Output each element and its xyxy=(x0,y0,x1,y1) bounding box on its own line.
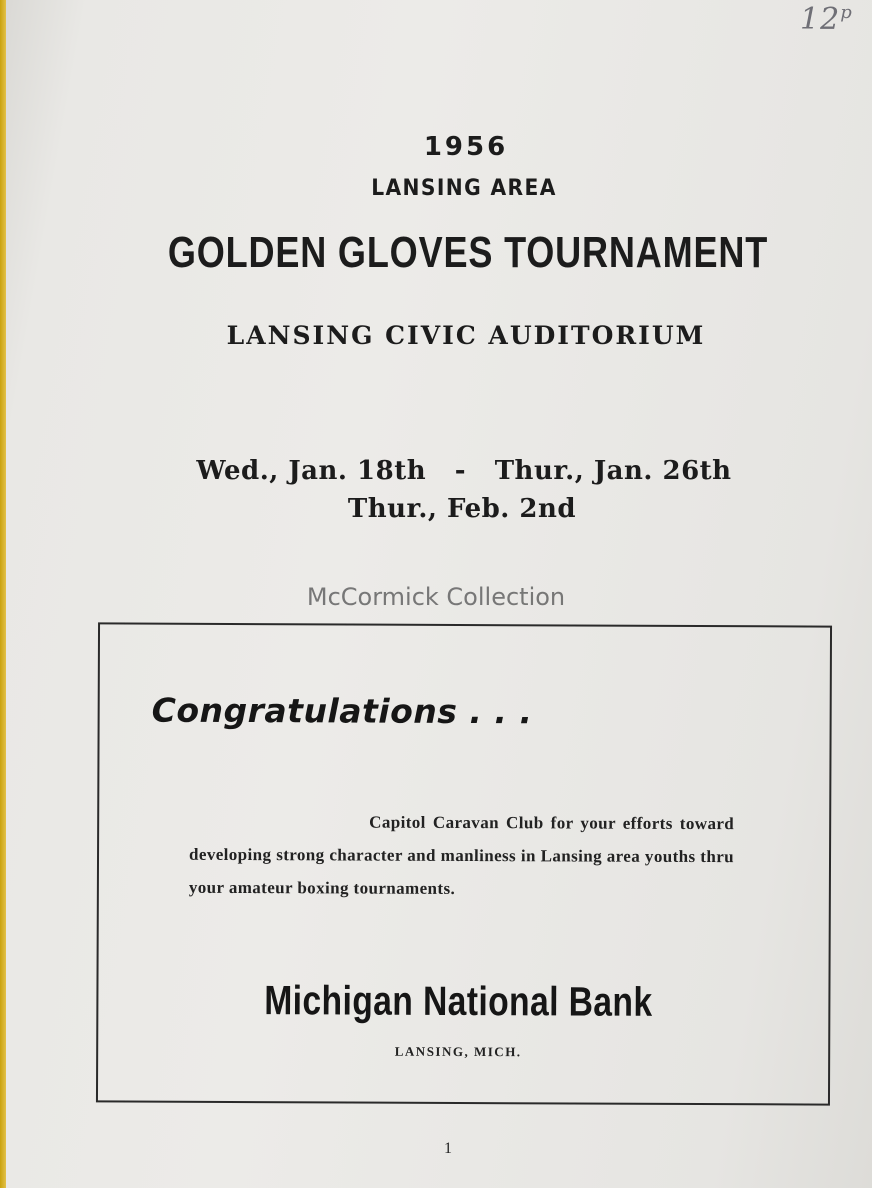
collection-watermark: McCormick Collection xyxy=(306,583,566,611)
dates-line-1: Wed., Jan. 18th - Thur., Jan. 26th xyxy=(196,456,732,486)
handwritten-suffix: p xyxy=(840,2,853,23)
event-area: LANSING AREA xyxy=(371,176,557,201)
ad-message: Capitol Caravan Club for your efforts toward developing strong character and manliness in Lansing area youths thru your amateur boxing tournaments. xyxy=(188,812,735,898)
venue-name: LANSING CIVIC AUDITORIUM xyxy=(226,321,706,350)
event-year: 1956 xyxy=(423,132,509,162)
dates-line-2: Thur., Feb. 2nd xyxy=(347,494,577,524)
handwritten-page-note xyxy=(800,2,853,37)
sponsor-location: LANSING, MICH. xyxy=(394,1043,522,1060)
bank-advertisement xyxy=(96,622,832,1105)
ad-heading: Congratulations . . . xyxy=(151,690,533,732)
tournament-title: GOLDEN GLOVES TOURNAMENT xyxy=(167,228,769,277)
sponsor-name: Michigan National Bank xyxy=(264,977,653,1025)
handwritten-number: 12 xyxy=(800,2,841,37)
page-number: 1 xyxy=(444,1140,452,1157)
